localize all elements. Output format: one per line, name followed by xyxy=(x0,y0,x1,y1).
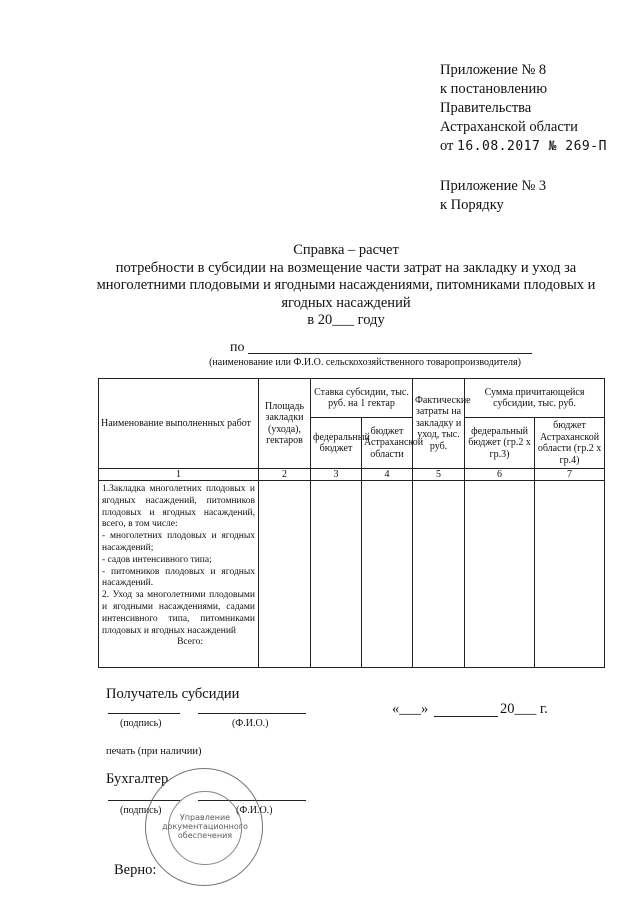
title-line-1: Справка – расчет xyxy=(293,242,399,258)
recipient-label: Получатель субсидии xyxy=(106,686,240,702)
calculation-table xyxy=(98,378,605,668)
annex-8-title: Приложение № 8 xyxy=(440,62,547,78)
annex-8-block xyxy=(440,61,607,156)
annex-3-block xyxy=(440,177,546,215)
official-stamp xyxy=(145,768,263,886)
recipient-sign-line[interactable] xyxy=(108,713,180,714)
annex-8-date-row xyxy=(440,137,607,156)
annex-8-line4: Астраханской области xyxy=(440,119,578,135)
po-fill-line[interactable] xyxy=(248,353,532,354)
header-fact: Фактические затраты на закладку и уход, тыс. руб. xyxy=(413,379,465,469)
seal-note: печать (при наличии) xyxy=(106,746,202,757)
work-item-1c: - питомников плодовых и ягодных насаждений. xyxy=(102,566,255,589)
title-line-2: потребности в субсидии на возмещение части затрат на закладку и уход за xyxy=(115,259,577,276)
header-rate-regional: бюджет Астраханской области xyxy=(362,418,413,469)
fact-cell[interactable] xyxy=(413,481,465,668)
header-area: Площадь закладки (ухода), гектаров xyxy=(259,379,311,469)
header-sum-federal: федеральный бюджет (гр.2 х гр.3) xyxy=(465,418,535,469)
header-name: Наименование выполненных работ xyxy=(99,379,259,469)
col-num-5: 5 xyxy=(413,469,465,481)
date-day: «___» xyxy=(392,701,429,717)
annex-8-line3: Правительства xyxy=(440,100,532,116)
recipient-sign-caption: (подпись) xyxy=(120,718,162,729)
col-num-6: 6 xyxy=(465,469,535,481)
annex-8-date-value: 16.08.2017 № 269-П xyxy=(457,139,607,154)
document-title xyxy=(92,242,600,330)
stamp-text: Управление документационного обеспечения xyxy=(162,813,248,840)
work-item-1b: - садов интенсивного типа; xyxy=(102,554,212,565)
header-sum: Сумма причитающейся субсидии, тыс. руб. xyxy=(465,379,605,418)
col-num-3: 3 xyxy=(311,469,362,481)
verno-label: Верно: xyxy=(114,862,157,878)
po-label: по xyxy=(230,340,245,355)
table-body-row xyxy=(99,481,605,668)
accountant-fio-caption: (Ф.И.О.) xyxy=(236,805,273,816)
sum-federal-cell[interactable] xyxy=(465,481,535,668)
annex-3-line2: к Порядку xyxy=(440,197,504,213)
total-label: Всего: xyxy=(177,637,203,648)
annex-3-title: Приложение № 3 xyxy=(440,178,547,194)
col-num-7: 7 xyxy=(535,469,605,481)
col-num-4: 4 xyxy=(362,469,413,481)
recipient-fio-line[interactable] xyxy=(198,713,306,714)
work-item-2: 2. Уход за многолетними плодовыми и ягодными насаждениями, садами интенсивного типа, питомниками плодовых и ягодных насаждений xyxy=(102,590,255,636)
accountant-sign-caption: (подпись) xyxy=(120,805,162,816)
annex-8-line2: к постановлению xyxy=(440,81,548,97)
sum-regional-cell[interactable] xyxy=(535,481,605,668)
annex-8-date-prefix: от xyxy=(440,138,454,154)
work-item-1a: - многолетних плодовых и ягодных насаждений; xyxy=(102,531,255,553)
rate-federal-cell[interactable] xyxy=(311,481,362,668)
area-cell[interactable] xyxy=(259,481,311,668)
recipient-fio-caption: (Ф.И.О.) xyxy=(232,718,269,729)
title-line-4: ягодных насаждений xyxy=(281,294,411,311)
rate-regional-cell[interactable] xyxy=(362,481,413,668)
col-num-2: 2 xyxy=(259,469,311,481)
title-line-5: в 20___ году xyxy=(307,312,385,328)
header-sum-regional: бюджет Астраханской области (гр.2 х гр.4) xyxy=(535,418,605,469)
title-line-3: многолетними плодовыми и ягодными насаждениями, питомниками плодовых и xyxy=(96,277,596,293)
works-cell xyxy=(99,481,259,668)
po-caption: (наименование или Ф.И.О. сельскохозяйственного товаропроизводителя) xyxy=(209,357,521,368)
col-num-1: 1 xyxy=(99,469,259,481)
date-month-line[interactable] xyxy=(434,716,498,717)
work-item-1: 1.Закладка многолетних плодовых и ягодных насаждений, питомников плодовых и ягодных насаждений, всего, в том числе: xyxy=(102,484,255,530)
date-year: 20___ г. xyxy=(500,701,548,717)
header-rate: Ставка субсидии, тыс. руб. на 1 гектар xyxy=(311,379,413,418)
accountant-label: Бухгалтер xyxy=(106,771,169,787)
column-numbers-row xyxy=(99,469,605,481)
header-rate-federal: федеральный бюджет xyxy=(311,418,362,469)
